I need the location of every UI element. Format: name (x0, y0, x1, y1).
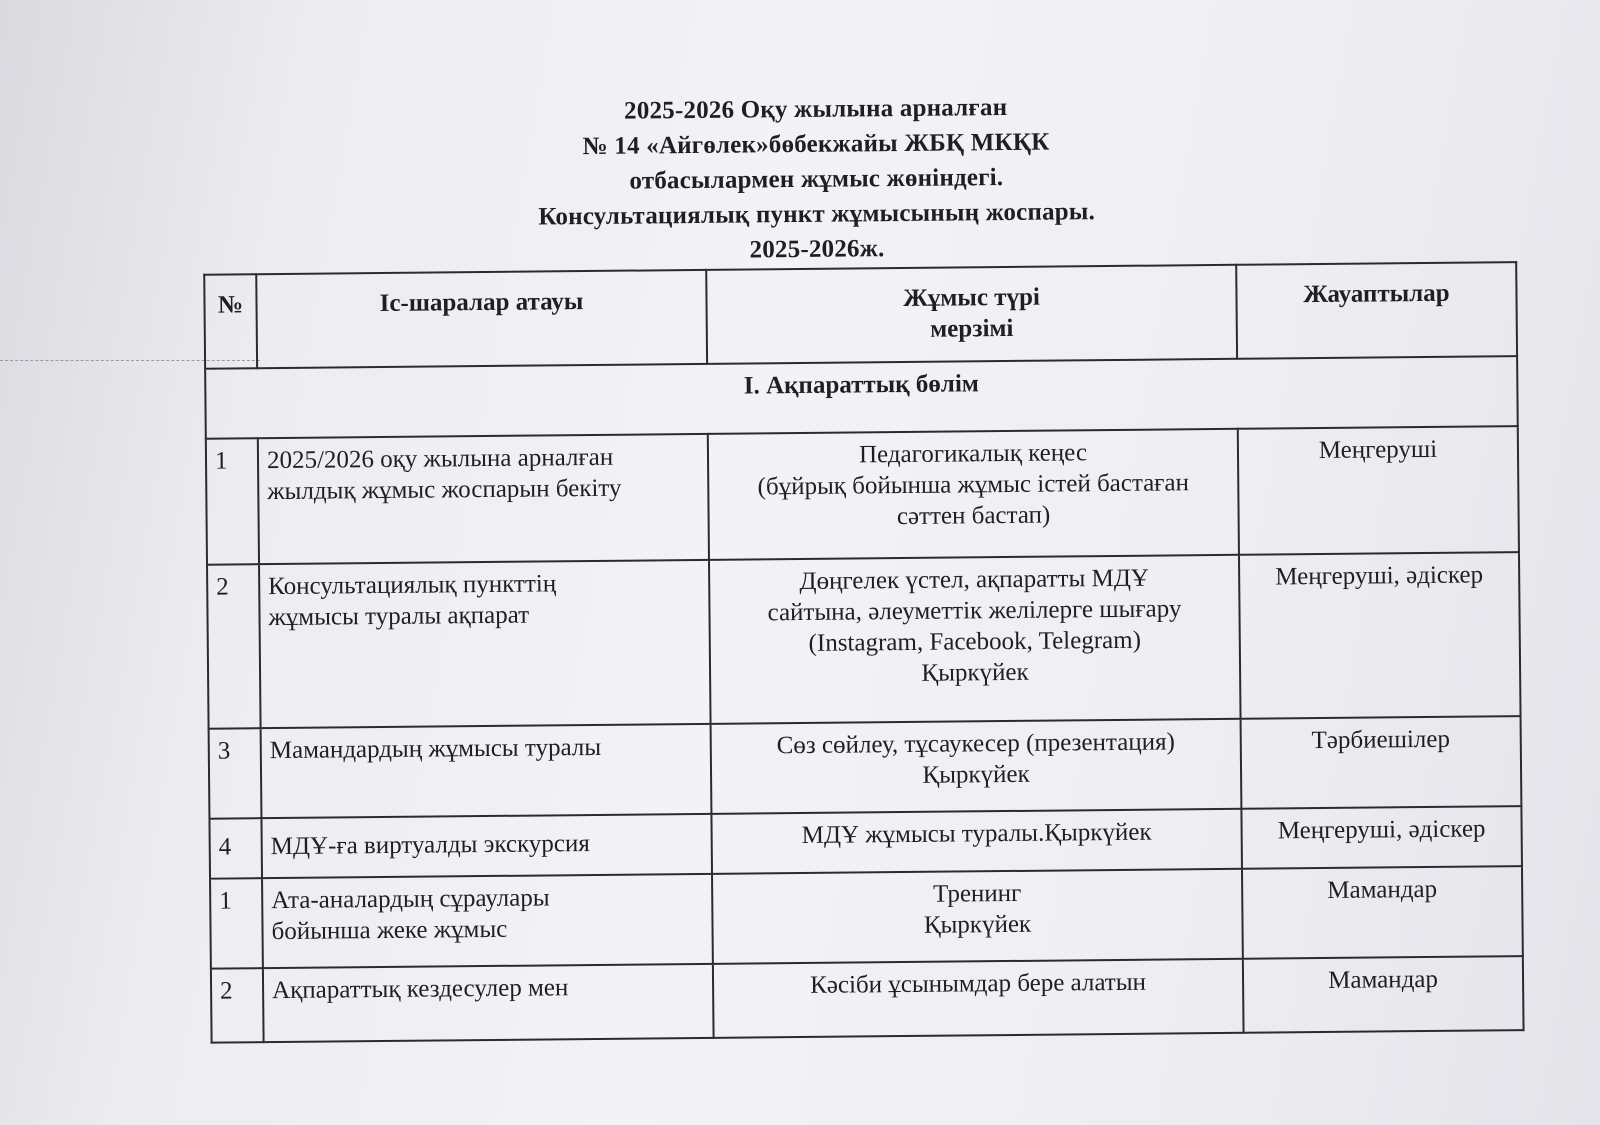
row-type-line: сайтына, әлеуметтік желілерге шығару (767, 595, 1182, 627)
row-num: 3 (209, 728, 262, 818)
row-type (711, 809, 1242, 874)
row-name (258, 434, 709, 564)
row-responsible: Мамандар (1242, 866, 1523, 959)
document-title (416, 88, 1218, 271)
row-name (262, 874, 713, 968)
title-line-5: 2025-2026ж. (749, 235, 885, 264)
row-name-line: Консультациялық пункттің (268, 570, 557, 601)
row-type-line: Кәсіби ұсынымдар бере алатын (810, 968, 1147, 999)
header-type-line-2: мерзімі (930, 314, 1014, 343)
row-type-line: Тренинг (932, 879, 1022, 908)
row-type (711, 719, 1242, 814)
header-type-line-1: Жұмыс түрі (902, 283, 1040, 312)
row-type (708, 429, 1239, 560)
plan-table (203, 261, 1524, 1044)
row-type-line: Сөз сөйлеу, тұсаукесер (презентация) (776, 728, 1176, 760)
header-name: Іс-шаралар атауы (256, 270, 707, 368)
row-responsible: Меңгеруші, әдіскер (1239, 552, 1521, 719)
row-name (261, 724, 712, 818)
header-num: № (204, 274, 257, 368)
row-num: 1 (206, 438, 259, 564)
title-line-4: Консультациялық пункт жұмысының жоспары. (538, 198, 1096, 231)
row-name-line: бойынша жеке жұмыс (271, 915, 508, 946)
row-responsible: Мамандар (1243, 956, 1524, 1033)
row-type-line: Педагогикалық кеңес (858, 439, 1088, 469)
row-type (709, 555, 1241, 724)
table-header-row (204, 262, 1517, 369)
header-type (706, 265, 1237, 364)
row-responsible: Тәрбиешілер (1241, 716, 1522, 809)
row-name (259, 560, 711, 728)
row-name-line: жұмысы туралы ақпарат (268, 601, 530, 632)
section-title: І. Ақпараттық бөлім (205, 356, 1518, 439)
row-name-line: жылдық жұмыс жоспарын бекіту (267, 474, 622, 506)
title-line-3: отбасылармен жұмыс жөніндегі. (629, 164, 1004, 195)
row-type-line: Дөңгелек үстел, ақпаратты МДҰ (799, 564, 1150, 596)
section-row (205, 356, 1518, 439)
row-name-line: 2025/2026 оқу жылына арналған (266, 443, 614, 475)
row-type-line: сәттен бастап) (896, 501, 1051, 531)
row-name-line: Ақпараттық кездесулер мен (271, 974, 569, 1005)
row-type-line: Қыркүйек (922, 760, 1030, 789)
row-type-line: Қыркүйек (923, 910, 1032, 939)
table-row (206, 426, 1519, 565)
row-num: 2 (207, 564, 261, 728)
row-type-line: (Instagram, Facebook, Telegram) (808, 626, 1142, 657)
row-responsible: Меңгеруші, әдіскер (1241, 806, 1522, 869)
row-name-line: МДҰ-ға виртуалды экскурсия (270, 830, 590, 861)
row-num: 4 (209, 818, 262, 878)
title-line-1: 2025-2026 Оқу жылына арналған (623, 93, 1008, 125)
row-type (712, 869, 1243, 964)
table-row (207, 552, 1521, 729)
row-num: 2 (211, 968, 264, 1042)
table-row (209, 716, 1522, 819)
title-line-2: № 14 «Айгөлек»бөбекжайы ЖБҚ МКҚК (582, 128, 1050, 161)
row-name-line: Мамандардың жұмысы туралы (269, 733, 602, 765)
row-name (261, 814, 712, 878)
row-type (713, 959, 1244, 1038)
row-name-line: Ата-аналардың сұраулары (271, 884, 550, 915)
table-row (211, 956, 1524, 1043)
row-name (263, 964, 714, 1042)
row-num: 1 (210, 878, 263, 968)
row-type-line: (бұйрық бойынша жұмыс істей бастаған (757, 469, 1190, 501)
table-row (210, 866, 1523, 969)
row-type-line: Қыркүйек (921, 658, 1029, 687)
header-responsible: Жауаптылар (1236, 262, 1517, 359)
row-responsible: Меңгеруші (1238, 426, 1519, 555)
row-type-line: МДҰ жұмысы туралы.Қыркүйек (801, 818, 1152, 849)
